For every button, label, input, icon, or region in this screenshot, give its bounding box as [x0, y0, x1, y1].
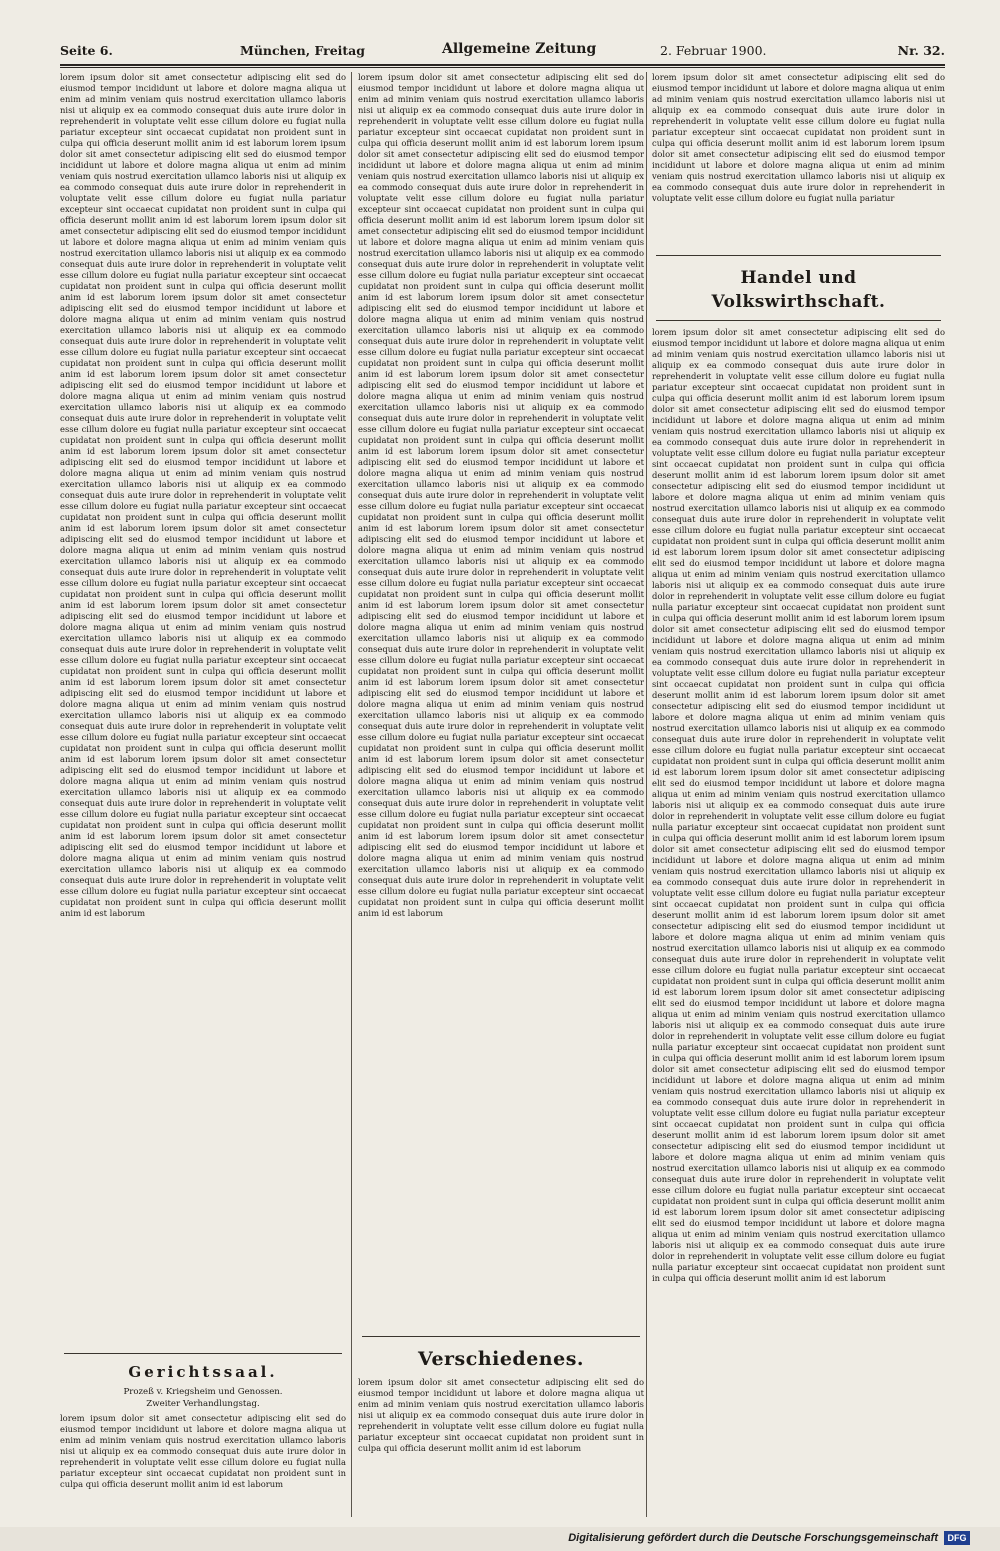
court-report-continued: lorem ipsum dolor sit amet consectetur adipiscing elit sed do eiusmod tempor incididunt ut labore et dolore magna aliqua ut enim ad minim veniam quis nostrud exercitation ullamco laboris nisi ut aliquip ex ea commodo consequat duis aute irure dolor in reprehenderit in voluptate velit esse cillum dolore eu fugiat nulla pariatur excepteur sint occaecat cupidatat non proident sunt in culpa qui officia deserunt mollit anim id est laborum lorem ipsum dolor sit amet consectetur adipiscing elit sed do eiusmod tempor incididunt ut labore et dolore magna aliqua ut enim ad minim veniam quis nostrud exercitation ullamco laboris nisi ut aliquip ex ea commodo consequat duis aute irure dolor in reprehenderit in voluptate velit esse cillum dolore eu fugiat nulla pariatur excepteur sint occaecat cupidatat non proident sunt in culpa qui officia deserunt mollit anim id est laborum lorem ipsum dolor sit amet consectetur adipiscing elit sed do eiusmod tempor incididunt ut labore et dolore magna aliqua ut enim ad minim veniam quis nostrud exercitation ullamco laboris nisi ut aliquip ex ea commodo consequat duis aute irure dolor in reprehenderit in voluptate velit esse cillum dolore eu fugiat nulla pariatur excepteur sint occaecat cupidatat non proident sunt in culpa qui officia deserunt mollit anim id est laborum lorem ipsum dolor sit amet consectetur adipiscing elit sed do eiusmod tempor incididunt ut labore et dolore magna aliqua ut enim ad minim veniam quis nostrud exercitation ullamco laboris nisi ut aliquip ex ea commodo consequat duis aute irure dolor in reprehenderit in voluptate velit esse cillum dolore eu fugiat nulla pariatur excepteur sint occaecat cupidatat non proident sunt in culpa qui officia deserunt mollit anim id est laborum lorem ipsum dolor sit amet consectetur adipiscing elit sed do eiusmod tempor incididunt ut labore et dolore magna aliqua ut enim ad minim veniam quis nostrud exercitation ullamco laboris nisi ut aliquip ex ea commodo consequat duis aute irure dolor in reprehenderit in voluptate velit esse cillum dolore eu fugiat nulla pariatur excepteur sint occaecat cupidatat non proident sunt in culpa qui officia deserunt mollit anim id est laborum lorem ipsum dolor sit amet consectetur adipiscing elit sed do eiusmod tempor incididunt ut labore et dolore magna aliqua ut enim ad minim veniam quis nostrud exercitation ullamco laboris nisi ut aliquip ex ea commodo consequat duis aute irure dolor in reprehenderit in voluptate velit esse cillum dolore eu fugiat nulla pariatur excepteur sint occaecat cupidatat non proident sunt in culpa qui officia deserunt mollit anim id est laborum lorem ipsum dolor sit amet consectetur adipiscing elit sed do eiusmod tempor incididunt ut labore et dolore magna aliqua ut enim ad minim veniam quis nostrud exercitation ullamco laboris nisi ut aliquip ex ea commodo consequat duis aute irure dolor in reprehenderit in voluptate velit esse cillum dolore eu fugiat nulla pariatur excepteur sint occaecat cupidatat non proident sunt in culpa qui officia deserunt mollit anim id est laborum lorem ipsum dolor sit amet consectetur adipiscing elit sed do eiusmod tempor incididunt ut labore et dolore magna aliqua ut enim ad minim veniam quis nostrud exercitation ullamco laboris nisi ut aliquip ex ea commodo consequat duis aute irure dolor in reprehenderit in voluptate velit esse cillum dolore eu fugiat nulla pariatur excepteur sint occaecat cupidatat non proident sunt in culpa qui officia deserunt mollit anim id est laborum lorem ipsum dolor sit amet consectetur adipiscing elit sed do eiusmod tempor incididunt ut labore et dolore magna aliqua ut enim ad minim veniam quis nostrud exercitation ullamco laboris nisi ut aliquip ex ea commodo consequat duis aute irure dolor in reprehenderit in voluptate velit esse cillum dolore eu fugiat nulla pariatur excepteur sint occaecat cupidatat non proident sunt in culpa qui officia deserunt mollit anim id est laborum lorem ipsum dolor sit amet consectetur adipiscing elit sed do eiusmod tempor incididunt ut labore et dolore magna aliqua ut enim ad minim veniam quis nostrud exercitation ullamco laboris nisi ut aliquip ex ea commodo consequat duis aute irure dolor in reprehenderit in voluptate velit esse cillum dolore eu fugiat nulla pariatur excepteur sint occaecat cupidatat non proident sunt in culpa qui officia deserunt mollit anim id est laborum lorem ipsum dolor sit amet consectetur adipiscing elit sed do eiusmod tempor incididunt ut labore et dolore magna aliqua ut enim ad minim veniam quis nostrud exercitation ullamco laboris nisi ut aliquip ex ea commodo consequat duis aute irure dolor in reprehenderit in voluptate velit esse cillum dolore eu fugiat nulla pariatur excepteur sint occaecat cupidatat non proident sunt in culpa qui officia deserunt mollit anim id est laborum [358, 72, 644, 918]
section-divider [64, 1353, 342, 1354]
column-2 [358, 72, 644, 1517]
header-rule-thin [60, 67, 945, 68]
news-telegrams: lorem ipsum dolor sit amet consectetur adipiscing elit sed do eiusmod tempor incididunt ut labore et dolore magna aliqua ut enim ad minim veniam quis nostrud exercitation ullamco laboris nisi ut aliquip ex ea commodo consequat duis aute irure dolor in reprehenderit in voluptate velit esse cillum dolore eu fugiat nulla pariatur excepteur sint occaecat cupidatat non proident sunt in culpa qui officia deserunt mollit anim id est laborum lorem ipsum dolor sit amet consectetur adipiscing elit sed do eiusmod tempor incididunt ut labore et dolore magna aliqua ut enim ad minim veniam quis nostrud exercitation ullamco laboris nisi ut aliquip ex ea commodo consequat duis aute irure dolor in reprehenderit in voluptate velit esse cillum dolore eu fugiat nulla pariatur excepteur sint occaecat cupidatat non proident sunt in culpa qui officia deserunt mollit anim id est laborum lorem ipsum dolor sit amet consectetur adipiscing elit sed do eiusmod tempor incididunt ut labore et dolore magna aliqua ut enim ad minim veniam quis nostrud exercitation ullamco laboris nisi ut aliquip ex ea commodo consequat duis aute irure dolor in reprehenderit in voluptate velit esse cillum dolore eu fugiat nulla pariatur excepteur sint occaecat cupidatat non proident sunt in culpa qui officia deserunt mollit anim id est laborum lorem ipsum dolor sit amet consectetur adipiscing elit sed do eiusmod tempor incididunt ut labore et dolore magna aliqua ut enim ad minim veniam quis nostrud exercitation ullamco laboris nisi ut aliquip ex ea commodo consequat duis aute irure dolor in reprehenderit in voluptate velit esse cillum dolore eu fugiat nulla pariatur excepteur sint occaecat cupidatat non proident sunt in culpa qui officia deserunt mollit anim id est laborum lorem ipsum dolor sit amet consectetur adipiscing elit sed do eiusmod tempor incididunt ut labore et dolore magna aliqua ut enim ad minim veniam quis nostrud exercitation ullamco laboris nisi ut aliquip ex ea commodo consequat duis aute irure dolor in reprehenderit in voluptate velit esse cillum dolore eu fugiat nulla pariatur excepteur sint occaecat cupidatat non proident sunt in culpa qui officia deserunt mollit anim id est laborum lorem ipsum dolor sit amet consectetur adipiscing elit sed do eiusmod tempor incididunt ut labore et dolore magna aliqua ut enim ad minim veniam quis nostrud exercitation ullamco laboris nisi ut aliquip ex ea commodo consequat duis aute irure dolor in reprehenderit in voluptate velit esse cillum dolore eu fugiat nulla pariatur excepteur sint occaecat cupidatat non proident sunt in culpa qui officia deserunt mollit anim id est laborum lorem ipsum dolor sit amet consectetur adipiscing elit sed do eiusmod tempor incididunt ut labore et dolore magna aliqua ut enim ad minim veniam quis nostrud exercitation ullamco laboris nisi ut aliquip ex ea commodo consequat duis aute irure dolor in reprehenderit in voluptate velit esse cillum dolore eu fugiat nulla pariatur excepteur sint occaecat cupidatat non proident sunt in culpa qui officia deserunt mollit anim id est laborum lorem ipsum dolor sit amet consectetur adipiscing elit sed do eiusmod tempor incididunt ut labore et dolore magna aliqua ut enim ad minim veniam quis nostrud exercitation ullamco laboris nisi ut aliquip ex ea commodo consequat duis aute irure dolor in reprehenderit in voluptate velit esse cillum dolore eu fugiat nulla pariatur excepteur sint occaecat cupidatat non proident sunt in culpa qui officia deserunt mollit anim id est laborum lorem ipsum dolor sit amet consectetur adipiscing elit sed do eiusmod tempor incididunt ut labore et dolore magna aliqua ut enim ad minim veniam quis nostrud exercitation ullamco laboris nisi ut aliquip ex ea commodo consequat duis aute irure dolor in reprehenderit in voluptate velit esse cillum dolore eu fugiat nulla pariatur excepteur sint occaecat cupidatat non proident sunt in culpa qui officia deserunt mollit anim id est laborum lorem ipsum dolor sit amet consectetur adipiscing elit sed do eiusmod tempor incididunt ut labore et dolore magna aliqua ut enim ad minim veniam quis nostrud exercitation ullamco laboris nisi ut aliquip ex ea commodo consequat duis aute irure dolor in reprehenderit in voluptate velit esse cillum dolore eu fugiat nulla pariatur excepteur sint occaecat cupidatat non proident sunt in culpa qui officia deserunt mollit anim id est laborum lorem ipsum dolor sit amet consectetur adipiscing elit sed do eiusmod tempor incididunt ut labore et dolore magna aliqua ut enim ad minim veniam quis nostrud exercitation ullamco laboris nisi ut aliquip ex ea commodo consequat duis aute irure dolor in reprehenderit in voluptate velit esse cillum dolore eu fugiat nulla pariatur excepteur sint occaecat cupidatat non proident sunt in culpa qui officia deserunt mollit anim id est laborum [60, 72, 346, 918]
issue-date: 2. Februar 1900. [660, 43, 767, 58]
column-3 [652, 72, 945, 1517]
article-subtitle: Prozeß v. Kriegsheim und Genossen. [123, 1387, 283, 1397]
issue-number: Nr. 32. [897, 43, 945, 58]
section-divider [362, 1336, 640, 1337]
newspaper-title: Allgemeine Zeitung [442, 41, 597, 57]
section-divider [656, 320, 941, 321]
column-divider [351, 72, 352, 1517]
court-report-text: lorem ipsum dolor sit amet consectetur adipiscing elit sed do eiusmod tempor incididunt ut labore et dolore magna aliqua ut enim ad minim veniam quis nostrud exercitation ullamco laboris nisi ut aliquip ex ea commodo consequat duis aute irure dolor in reprehenderit in voluptate velit esse cillum dolore eu fugiat nulla pariatur excepteur sint occaecat cupidatat non proident sunt in culpa qui officia deserunt mollit anim id est laborum [60, 1413, 346, 1489]
digitization-credit: Digitalisierung gefördert durch die Deutsche Forschungsgemeinschaft [568, 1532, 938, 1544]
section-divider [656, 255, 941, 256]
place-day: München, Freitag [240, 43, 366, 58]
section-heading-gerichtssaal: Gerichtssaal. [128, 1363, 278, 1381]
dfg-logo: DFG [944, 1531, 970, 1545]
page-number: Seite 6. [60, 43, 113, 58]
section-heading-verschiedenes: Verschiedenes. [417, 1348, 585, 1370]
header-rule [60, 64, 945, 66]
footer-bar [0, 1527, 1000, 1551]
page-header [60, 40, 945, 62]
section-heading-handel: Handel und Volkswirthschaft. [711, 268, 886, 312]
misc-continued-text: lorem ipsum dolor sit amet consectetur adipiscing elit sed do eiusmod tempor incididunt ut labore et dolore magna aliqua ut enim ad minim veniam quis nostrud exercitation ullamco laboris nisi ut aliquip ex ea commodo consequat duis aute irure dolor in reprehenderit in voluptate velit esse cillum dolore eu fugiat nulla pariatur excepteur sint occaecat cupidatat non proident sunt in culpa qui officia deserunt mollit anim id est laborum lorem ipsum dolor sit amet consectetur adipiscing elit sed do eiusmod tempor incididunt ut labore et dolore magna aliqua ut enim ad minim veniam quis nostrud exercitation ullamco laboris nisi ut aliquip ex ea commodo consequat duis aute irure dolor in reprehenderit in voluptate velit esse cillum dolore eu fugiat nulla pariatur [652, 72, 945, 203]
miscellaneous-text: lorem ipsum dolor sit amet consectetur adipiscing elit sed do eiusmod tempor incididunt ut labore et dolore magna aliqua ut enim ad minim veniam quis nostrud exercitation ullamco laboris nisi ut aliquip ex ea commodo consequat duis aute irure dolor in reprehenderit in voluptate velit esse cillum dolore eu fugiat nulla pariatur excepteur sint occaecat cupidatat non proident sunt in culpa qui officia deserunt mollit anim id est laborum [358, 1377, 644, 1453]
column-divider [646, 72, 647, 1517]
economy-text: lorem ipsum dolor sit amet consectetur adipiscing elit sed do eiusmod tempor incididunt ut labore et dolore magna aliqua ut enim ad minim veniam quis nostrud exercitation ullamco laboris nisi ut aliquip ex ea commodo consequat duis aute irure dolor in reprehenderit in voluptate velit esse cillum dolore eu fugiat nulla pariatur excepteur sint occaecat cupidatat non proident sunt in culpa qui officia deserunt mollit anim id est laborum lorem ipsum dolor sit amet consectetur adipiscing elit sed do eiusmod tempor incididunt ut labore et dolore magna aliqua ut enim ad minim veniam quis nostrud exercitation ullamco laboris nisi ut aliquip ex ea commodo consequat duis aute irure dolor in reprehenderit in voluptate velit esse cillum dolore eu fugiat nulla pariatur excepteur sint occaecat cupidatat non proident sunt in culpa qui officia deserunt mollit anim id est laborum lorem ipsum dolor sit amet consectetur adipiscing elit sed do eiusmod tempor incididunt ut labore et dolore magna aliqua ut enim ad minim veniam quis nostrud exercitation ullamco laboris nisi ut aliquip ex ea commodo consequat duis aute irure dolor in reprehenderit in voluptate velit esse cillum dolore eu fugiat nulla pariatur excepteur sint occaecat cupidatat non proident sunt in culpa qui officia deserunt mollit anim id est laborum lorem ipsum dolor sit amet consectetur adipiscing elit sed do eiusmod tempor incididunt ut labore et dolore magna aliqua ut enim ad minim veniam quis nostrud exercitation ullamco laboris nisi ut aliquip ex ea commodo consequat duis aute irure dolor in reprehenderit in voluptate velit esse cillum dolore eu fugiat nulla pariatur excepteur sint occaecat cupidatat non proident sunt in culpa qui officia deserunt mollit anim id est laborum lorem ipsum dolor sit amet consectetur adipiscing elit sed do eiusmod tempor incididunt ut labore et dolore magna aliqua ut enim ad minim veniam quis nostrud exercitation ullamco laboris nisi ut aliquip ex ea commodo consequat duis aute irure dolor in reprehenderit in voluptate velit esse cillum dolore eu fugiat nulla pariatur excepteur sint occaecat cupidatat non proident sunt in culpa qui officia deserunt mollit anim id est laborum lorem ipsum dolor sit amet consectetur adipiscing elit sed do eiusmod tempor incididunt ut labore et dolore magna aliqua ut enim ad minim veniam quis nostrud exercitation ullamco laboris nisi ut aliquip ex ea commodo consequat duis aute irure dolor in reprehenderit in voluptate velit esse cillum dolore eu fugiat nulla pariatur excepteur sint occaecat cupidatat non proident sunt in culpa qui officia deserunt mollit anim id est laborum lorem ipsum dolor sit amet consectetur adipiscing elit sed do eiusmod tempor incididunt ut labore et dolore magna aliqua ut enim ad minim veniam quis nostrud exercitation ullamco laboris nisi ut aliquip ex ea commodo consequat duis aute irure dolor in reprehenderit in voluptate velit esse cillum dolore eu fugiat nulla pariatur excepteur sint occaecat cupidatat non proident sunt in culpa qui officia deserunt mollit anim id est laborum lorem ipsum dolor sit amet consectetur adipiscing elit sed do eiusmod tempor incididunt ut labore et dolore magna aliqua ut enim ad minim veniam quis nostrud exercitation ullamco laboris nisi ut aliquip ex ea commodo consequat duis aute irure dolor in reprehenderit in voluptate velit esse cillum dolore eu fugiat nulla pariatur excepteur sint occaecat cupidatat non proident sunt in culpa qui officia deserunt mollit anim id est laborum lorem ipsum dolor sit amet consectetur adipiscing elit sed do eiusmod tempor incididunt ut labore et dolore magna aliqua ut enim ad minim veniam quis nostrud exercitation ullamco laboris nisi ut aliquip ex ea commodo consequat duis aute irure dolor in reprehenderit in voluptate velit esse cillum dolore eu fugiat nulla pariatur excepteur sint occaecat cupidatat non proident sunt in culpa qui officia deserunt mollit anim id est laborum lorem ipsum dolor sit amet consectetur adipiscing elit sed do eiusmod tempor incididunt ut labore et dolore magna aliqua ut enim ad minim veniam quis nostrud exercitation ullamco laboris nisi ut aliquip ex ea commodo consequat duis aute irure dolor in reprehenderit in voluptate velit esse cillum dolore eu fugiat nulla pariatur excepteur sint occaecat cupidatat non proident sunt in culpa qui officia deserunt mollit anim id est laborum lorem ipsum dolor sit amet consectetur adipiscing elit sed do eiusmod tempor incididunt ut labore et dolore magna aliqua ut enim ad minim veniam quis nostrud exercitation ullamco laboris nisi ut aliquip ex ea commodo consequat duis aute irure dolor in reprehenderit in voluptate velit esse cillum dolore eu fugiat nulla pariatur excepteur sint occaecat cupidatat non proident sunt in culpa qui officia deserunt mollit anim id est laborum lorem ipsum dolor sit amet consectetur adipiscing elit sed do eiusmod tempor incididunt ut labore et dolore magna aliqua ut enim ad minim veniam quis nostrud exercitation ullamco laboris nisi ut aliquip ex ea commodo consequat duis aute irure dolor in reprehenderit in voluptate velit esse cillum dolore eu fugiat nulla pariatur excepteur sint occaecat cupidatat non proident sunt in culpa qui officia deserunt mollit anim id est laborum lorem ipsum dolor sit amet consectetur adipiscing elit sed do eiusmod tempor incididunt ut labore et dolore magna aliqua ut enim ad minim veniam quis nostrud exercitation ullamco laboris nisi ut aliquip ex ea commodo consequat duis aute irure dolor in reprehenderit in voluptate velit esse cillum dolore eu fugiat nulla pariatur excepteur sint occaecat cupidatat non proident sunt in culpa qui officia deserunt mollit anim id est laborum [652, 327, 945, 1283]
article-subtitle: Zweiter Verhandlungstag. [146, 1399, 260, 1409]
column-1 [60, 72, 346, 1517]
